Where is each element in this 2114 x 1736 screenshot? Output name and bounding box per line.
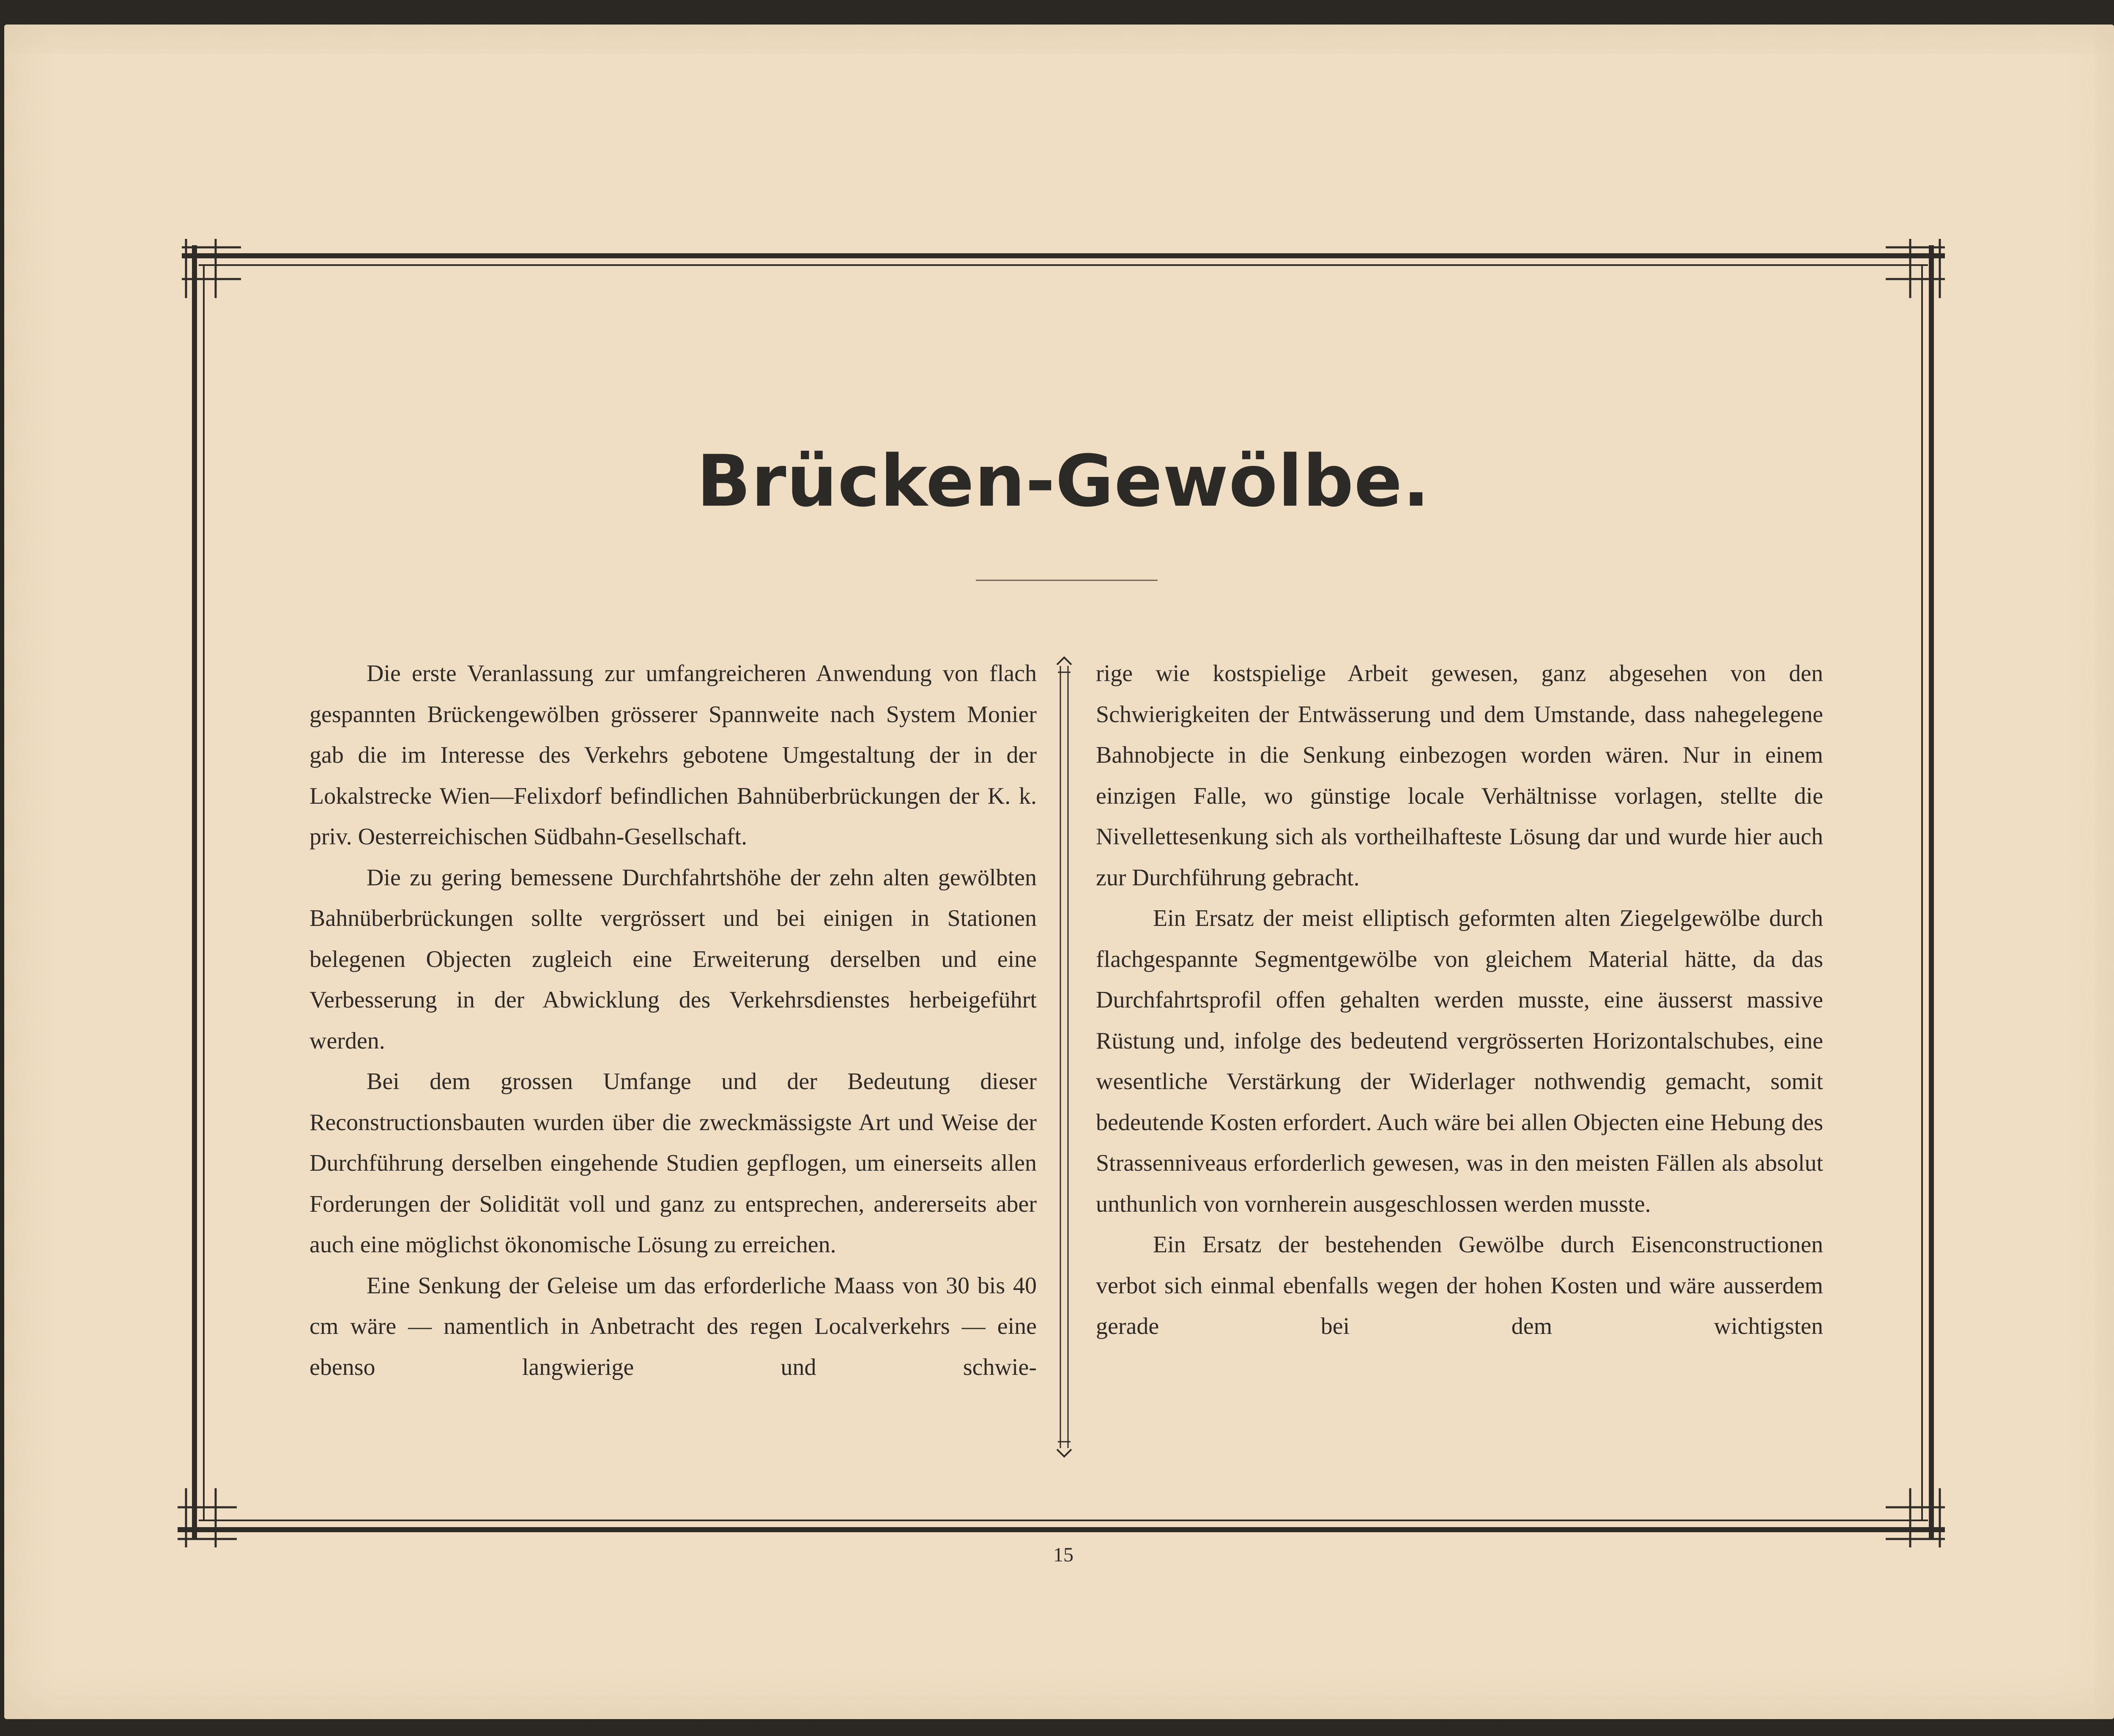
title-divider — [976, 580, 1158, 581]
page-title: Brücken-Gewölbe. — [696, 440, 1430, 523]
left-paragraph-1: Die erste Veranlassung zur umfangreicheren Anwendung von flach gespannten Brückengewölben grösserer Spannweite nach System Monier gab die im Interesse des Verkehrs gebotene Umgestaltung der in der Lokalstrecke Wien—Felixdorf befindlichen Bahnüberbrückungen der K. k. priv. Oesterreichischen Südbahn-Gesellschaft. — [309, 660, 1037, 850]
left-paragraph-4: Eine Senkung der Geleise um das erforderliche Maass von 30 bis 40 cm wäre — namentlich in Anbetracht des regen Localverkehrs — eine ebenso langwierige und schwie- — [309, 1272, 1037, 1380]
column-divider — [1057, 657, 1071, 1457]
left-column — [309, 653, 1037, 1388]
right-paragraph-1: rige wie kostspielige Arbeit gewesen, ganz abgesehen von den Schwierigkeiten der Entwässerung und dem Umstande, dass nahegelegene Bahnobjecte in die Senkung einbezogen worden wären. Nur in einem einzigen Falle, wo günstige locale Verhältnisse vorlagen, stellte die Nivellettesenkung sich als vortheilhafteste Lösung dar und wurde hier auch zur Durchführung gebracht. — [1096, 660, 1823, 891]
corner-ornament-bottom-right — [1886, 1488, 1945, 1547]
right-paragraph-2: Ein Ersatz der meist elliptisch geformten alten Ziegelgewölbe durch flachgespannte Segmentgewölbe von gleichem Material hätte, da das Durchfahrtsprofil offen gehalten werden musste, eine äusserst massive Rüstung und, infolge des bedeutend vergrösserten Horizontalschubes, eine wesentliche Verstärkung der Widerlager nothwendig gemacht, somit bedeutende Kosten erfordert. Auch wäre bei allen Objecten eine Hebung des Strassenniveaus erforderlich gewesen, was in den meisten Fällen als absolut unthunlich von vornherein ausgeschlossen werden musste. — [1096, 905, 1823, 1217]
page-number: 15 — [1053, 1544, 1073, 1566]
corner-ornament-top-right — [1886, 239, 1945, 298]
corner-ornament-top-left — [182, 239, 241, 298]
right-paragraph-3: Ein Ersatz der bestehenden Gewölbe durch Eisenconstructionen verbot sich einmal ebenfalls wegen der hohen Kosten und wäre ausserdem gerade bei dem wichtigsten — [1096, 1232, 1823, 1339]
left-paragraph-3: Bei dem grossen Umfange und der Bedeutung dieser Reconstructionsbauten wurden über die zweckmässigste Art und Weise der Durchführung derselben eingehende Studien gepflogen, um einerseits allen Forderungen der Solidität voll und ganz zu entsprechen, andererseits aber auch eine möglichst ökonomische Lösung zu erreichen. — [309, 1068, 1037, 1258]
corner-ornament-bottom-left — [178, 1488, 237, 1547]
right-column — [1096, 653, 1823, 1347]
left-paragraph-2: Die zu gering bemessene Durchfahrtshöhe der zehn alten gewölbten Bahnüberbrückungen sollte vergrössert und bei einigen in Stationen belegenen Objecten zugleich eine Erweiterung derselben und eine Verbesserung in der Abwicklung des Verkehrsdienstes herbeigeführt werden. — [309, 864, 1037, 1054]
